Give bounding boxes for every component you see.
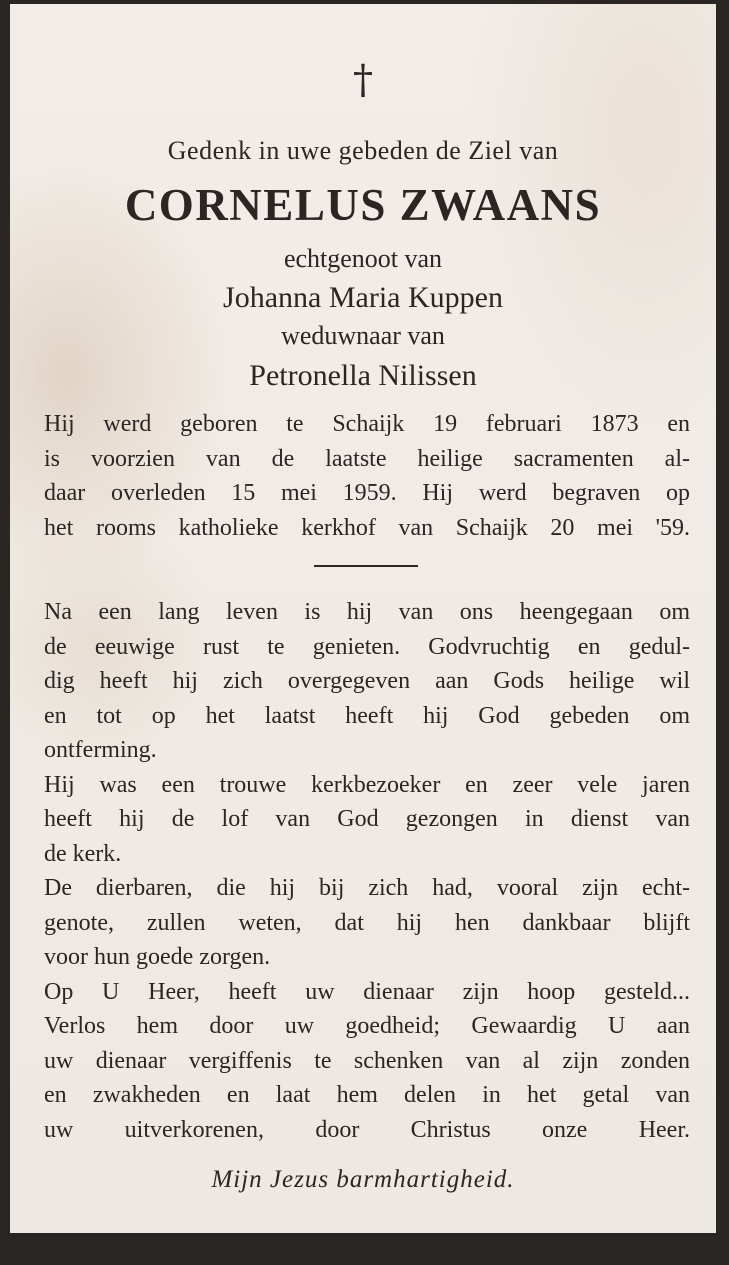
previous-spouse-name: Petronella Nilissen (249, 359, 477, 392)
text-line: uw uitverkorenen, door Christus onze Heer. (44, 1116, 690, 1143)
bio-line: daar overleden 15 mei 1959. Hij werd begraven op (44, 480, 690, 506)
widower-label: weduwnaar van (281, 321, 445, 350)
text-line: en zwakheden en laat hem delen in het getal van (44, 1082, 690, 1108)
text-line: de kerk. (44, 840, 122, 867)
text-line: de eeuwige rust te genieten. Godvruchtig en gedul- (44, 633, 690, 660)
biography-paragraph (44, 407, 690, 545)
closing-prayer: Mijn Jezus barmhartigheid. (211, 1166, 515, 1193)
text-line: Hij was een trouwe kerkbezoeker en zeer vele jaren (44, 771, 690, 798)
deceased-name: CORNELUS ZWAANS (124, 180, 602, 230)
text-line: Verlos hem door uw goedheid; Gewaardig U aan (44, 1013, 690, 1039)
text-line: uw dienaar vergiffenis te schenken van al zijn zonden (44, 1047, 690, 1074)
spouse-label: echtgenoot van (283, 244, 443, 273)
memorial-card (10, 4, 716, 1233)
bio-line: het rooms katholieke kerkhof van Schaijk 20 mei '59. (44, 514, 690, 541)
text-line: dig heeft hij zich overgegeven aan Gods heilige wil (44, 668, 690, 694)
text-line: Na een lang leven is hij van ons heengegaan om (44, 599, 690, 625)
spouse-name: Johanna Maria Kuppen (223, 281, 503, 314)
bio-line: Hij werd geboren te Schaijk 19 februari 1873 en (44, 411, 690, 437)
text-line: voor hun goede zorgen. (44, 944, 271, 970)
text-line: heeft hij de lof van God gezongen in dienst van (44, 806, 690, 832)
memorial-text (44, 595, 690, 1147)
divider (314, 565, 418, 567)
text-line: genote, zullen weten, dat hij hen dankbaar blijft (44, 909, 690, 936)
text-line: en tot op het laatst heeft hij God gebeden om (44, 702, 690, 729)
text-line: De dierbaren, die hij bij zich had, vooral zijn echt- (44, 875, 690, 901)
cross-icon: † (353, 57, 373, 103)
text-line: ontferming. (44, 737, 157, 763)
bio-line: is voorzien van de laatste heilige sacramenten al- (44, 445, 690, 472)
text-line: Op U Heer, heeft uw dienaar zijn hoop gesteld... (44, 978, 690, 1005)
intro-text: Gedenk in uwe gebeden de Ziel van (167, 136, 559, 165)
